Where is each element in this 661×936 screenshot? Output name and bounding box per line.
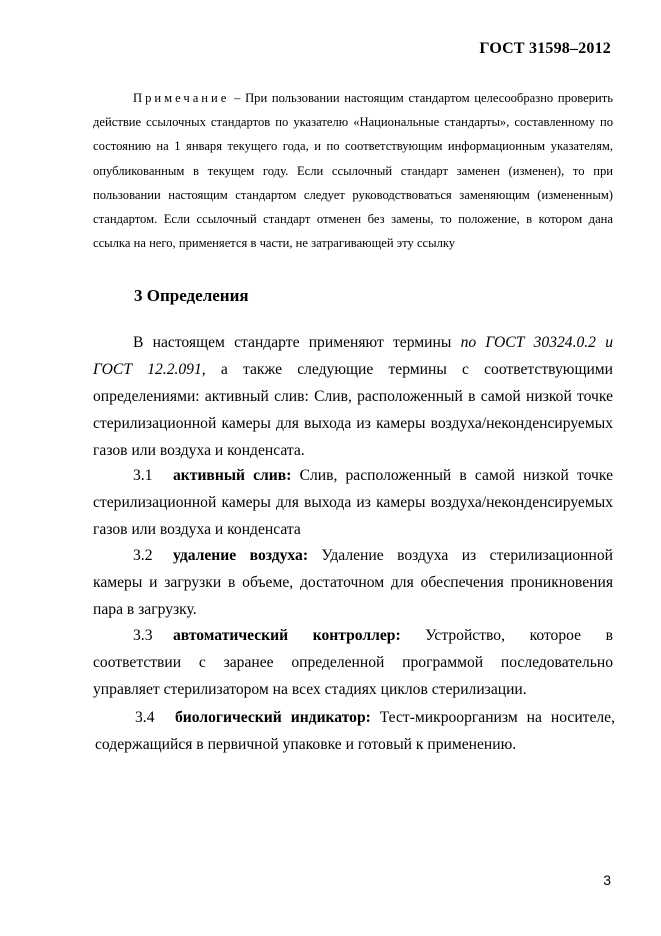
intro-reference: по ГОСТ 30324.0.2 и ГОСТ 12.2.091,: [93, 334, 614, 378]
definition-term: удаление воздуха:: [173, 547, 309, 564]
section-title: 3 Определения: [134, 286, 249, 305]
intro-part1: В настоящем стандарте применяют термины: [133, 334, 461, 351]
intro-paragraph: [93, 329, 613, 464]
definition-text: Тест-микроорганизм на носителе, содержащийся в первичной упаковке и готовый к применению.: [95, 709, 615, 753]
definition-item: [93, 462, 613, 543]
note-body: [93, 86, 613, 255]
note-text: При пользовании настоящим стандартом целесообразно проверить действие ссылочных стандартов по указателю «Национальные стандарты», составленному по состоянию на 1 января текущего года, и по соответствующим информационным указателям, опубликованным в текущем году. Если ссылочный стандарт заменен (изменен), то при пользовании настоящим стандартом следует руководствоваться заменяющим (измененным) стандартом. Если ссылочный стандарт отменен без замены, то положение, в котором дана ссылка на него, применяется в части, не затрагивающей эту ссылку: [93, 91, 613, 251]
definition-item: [93, 542, 613, 623]
definition-text: Удаление воздуха из стерилизационной камеры и загрузки в объеме, достаточном для обеспечения проникновения пара в загрузку.: [93, 547, 613, 618]
definition-term: биологический индикатор:: [175, 709, 371, 726]
page-number: 3: [603, 872, 611, 888]
note-dash: –: [229, 91, 246, 105]
definition-number: 3.2: [133, 547, 153, 564]
note-label: Примечание: [133, 91, 230, 105]
definition-number: 3.4: [135, 709, 155, 726]
intro-part2: а также следующие термины с соответствующими определениями: активный слив: Слив, расположенный в самой низкой точке стерилизационной камеры для выхода из камеры воздуха/неконденсируемых газов или воздуха и конденсата.: [93, 361, 614, 459]
definition-number: 3.3: [133, 627, 153, 644]
definition-term: автоматический контроллер:: [173, 627, 401, 644]
definition-number: 3.1: [133, 467, 153, 484]
document-header: ГОСТ 31598–2012: [479, 40, 611, 57]
definition-item: [95, 704, 615, 758]
definition-text: Слив, расположенный в самой низкой точке стерилизационной камеры для выхода из камеры воздуха/неконденсируемых газов или воздуха и конденсата: [93, 467, 613, 538]
definition-term: активный слив:: [173, 467, 292, 484]
definition-text: Устройство, которое в соответствии с заранее определенной программой последовательно управляет стерилизатором на всех стадиях циклов стерилизации.: [93, 627, 613, 698]
note-paragraph: [93, 86, 613, 255]
definition-item: [93, 622, 613, 703]
